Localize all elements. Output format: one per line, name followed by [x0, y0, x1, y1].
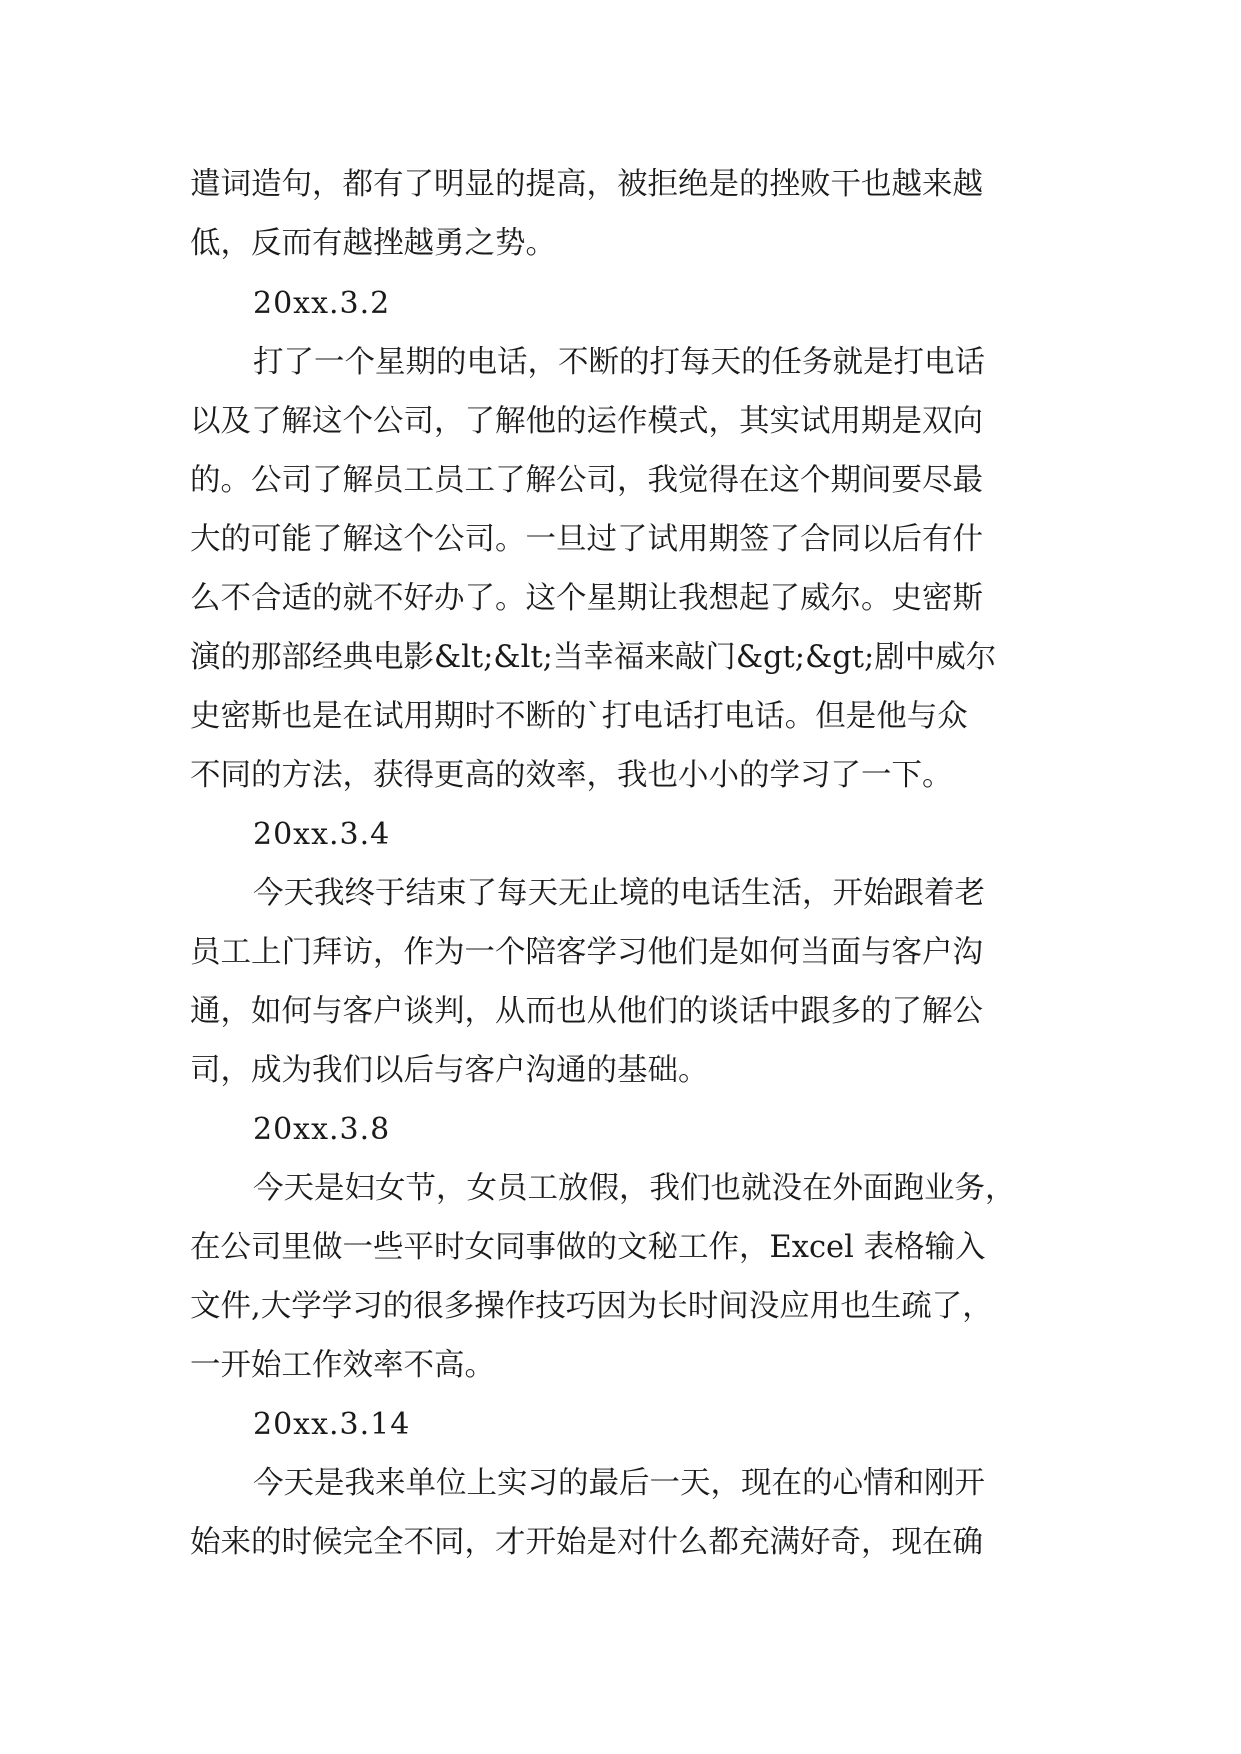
text-line: 今天是妇女节，女员工放假，我们也就没在外面跑业务， — [253, 1171, 1016, 1206]
text-line: 大的可能了解这个公司。一旦过了试用期签了合同以后有什 — [190, 522, 983, 557]
text-line: 演的那部经典电影&lt;&lt;当幸福来敲门&gt;&gt;剧中威尔 — [190, 640, 997, 675]
text-line: 以及了解这个公司，了解他的运作模式，其实试用期是双向 — [190, 404, 983, 439]
text-line: 通，如何与客户谈判，从而也从他们的谈话中跟多的了解公 — [190, 994, 983, 1029]
text-line: 今天我终于结束了每天无止境的电话生活，开始跟着老 — [253, 876, 985, 911]
text-line: 不同的方法，获得更高的效率，我也小小的学习了一下。 — [190, 758, 953, 793]
entry-date: 20xx.3.2 — [253, 286, 391, 321]
text-line: 员工上门拜访，作为一个陪客学习他们是如何当面与客户沟 — [190, 935, 983, 970]
entry-date: 20xx.3.8 — [253, 1112, 391, 1147]
entry-date: 20xx.3.4 — [253, 817, 391, 852]
text-line: 一开始工作效率不高。 — [190, 1348, 495, 1383]
text-line: 遣词造句，都有了明显的提高，被拒绝是的挫败干也越来越 — [190, 167, 983, 202]
text-line: 在公司里做一些平时女同事做的文秘工作，Excel 表格输入 — [190, 1230, 986, 1265]
text-line: 文件,大学学习的很多操作技巧因为长时间没应用也生疏了， — [190, 1289, 993, 1324]
text-line: 史密斯也是在试用期时不断的`打电话打电话。但是他与众 — [190, 699, 968, 734]
entry-date: 20xx.3.14 — [253, 1407, 411, 1442]
text-line: 的。公司了解员工员工了解公司，我觉得在这个期间要尽最 — [190, 463, 983, 498]
text-line: 今天是我来单位上实习的最后一天，现在的心情和刚开 — [253, 1466, 985, 1501]
text-line: 始来的时候完全不同，才开始是对什么都充满好奇，现在确 — [190, 1525, 983, 1560]
text-line: 低，反而有越挫越勇之势。 — [190, 226, 556, 261]
text-line: 司，成为我们以后与客户沟通的基础。 — [190, 1053, 709, 1088]
text-line: 么不合适的就不好办了。这个星期让我想起了威尔。史密斯 — [190, 581, 983, 616]
text-line: 打了一个星期的电话，不断的打每天的任务就是打电话 — [253, 345, 985, 380]
